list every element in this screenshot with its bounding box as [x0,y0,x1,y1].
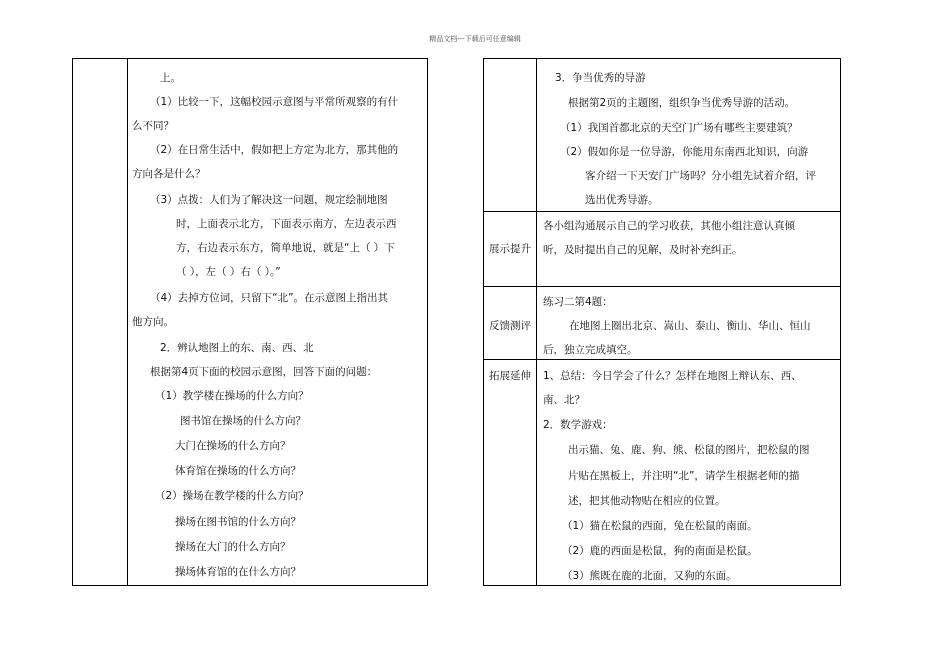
left-line-2: （1）比较一下，这幅校园示意图与平常所观察的有什 [150,96,399,108]
right-s2-label: 展示提升 [489,243,531,255]
left-line-5: 方向各是什么？ [132,168,206,180]
right-table [483,58,841,586]
right-s3-line-1: 练习二第4题： [543,296,613,308]
right-s4-line-7: （1）猫在松鼠的西面，兔在松鼠的南面。 [562,520,758,532]
right-s1-line-1: 3．争当优秀的导游 [555,72,646,84]
right-s3-label: 反馈测评 [489,320,531,332]
right-s4-line-9: （3）熊既在鹿的北面，又狗的东面。 [562,570,737,582]
left-line-16: 大门在操场的什么方向？ [175,440,291,452]
left-line-19: 操场在图书馆的什么方向？ [175,516,301,528]
right-s4-line-6: 述，把其他动物贴在相应的位置。 [568,495,726,507]
right-s1-line-2: 根据第2页的主题图，组织争当优秀导游的活动。 [568,97,796,109]
left-line-1: 上。 [160,72,181,84]
left-line-8: 方，右边表示东方，简单地说，就是“上（ ）下 [176,242,395,254]
right-s4-line-5: 片贴在黑板上，并注明“北”，请学生根据老师的描 [568,470,800,482]
right-s4-line-4: 出示猫、兔、鹿、狗、熊、松鼠的图片，把松鼠的图 [568,444,810,456]
left-column-divider [127,59,128,585]
right-s1-line-5: 客介绍一下天安门广场吗？分小组先试着介绍，评 [585,170,816,182]
right-s1-line-6: 选出优秀导游。 [585,194,659,206]
left-line-9: （ ），左（ ）右（ ）。” [176,266,281,278]
left-line-6: （3）点拨：人们为了解决这一问题，规定绘制地图 [150,194,388,206]
right-row-divider-1 [484,211,840,212]
right-s2-line-1: 各小组沟通展示自己的学习收获，其他小组注意认真倾 [543,220,795,232]
right-s1-line-3: （1）我国首都北京的天空门广场有哪些主要建筑？ [560,122,798,134]
left-line-11: 他方向。 [132,316,174,328]
left-line-3: 么不同？ [132,120,174,132]
left-line-17: 体育馆在操场的什么方向？ [175,465,301,477]
right-s4-label: 拓展延伸 [489,370,531,382]
right-s4-line-2: 南、北？ [543,394,585,406]
right-s2-line-2: 听，及时提出自己的见解，及时补充纠正。 [543,244,743,256]
right-s4-line-1: 1、总结：今日学会了什么？怎样在地图上辩认东、西、 [543,370,802,382]
left-line-20: 操场在大门的什么方向？ [175,541,291,553]
right-s4-line-8: （2）鹿的西面是松鼠，狗的南面是松鼠。 [562,545,758,557]
right-row-divider-2 [484,286,840,287]
left-line-18: （2）操场在教学楼的什么方向？ [155,490,309,502]
right-s4-line-3: 2．数学游戏： [543,419,613,431]
left-line-15: 图书馆在操场的什么方向？ [180,415,306,427]
right-s3-line-3: 后，独立完成填空。 [543,344,638,356]
right-column-divider [536,59,537,585]
left-line-7: 时，上面表示北方，下面表示南方，左边表示西 [176,218,397,230]
right-s3-line-2: 在地图上圈出北京、嵩山、泰山、衡山、华山、恒山 [569,320,811,332]
left-line-14: （1）教学楼在操场的什么方向？ [155,390,309,402]
right-row-divider-3 [484,359,840,360]
left-line-12: 2．辨认地图上的东、南、西、北 [160,342,314,354]
left-line-4: （2）在日常生活中，假如把上方定为北方，那其他的 [150,144,399,156]
left-line-13: 根据第4页下面的校园示意图，回答下面的问题： [150,366,378,378]
left-line-10: （4）去掉方位词，只留下“北”。在示意图上指出其 [150,292,389,304]
left-line-21: 操场体育馆的在什么方向？ [175,566,301,578]
right-s1-line-4: （2）假如你是一位导游，你能用东南西北知识，向游 [560,146,809,158]
left-table [72,58,428,586]
page-header: 精品文档---下载后可任意编辑 [429,35,521,43]
